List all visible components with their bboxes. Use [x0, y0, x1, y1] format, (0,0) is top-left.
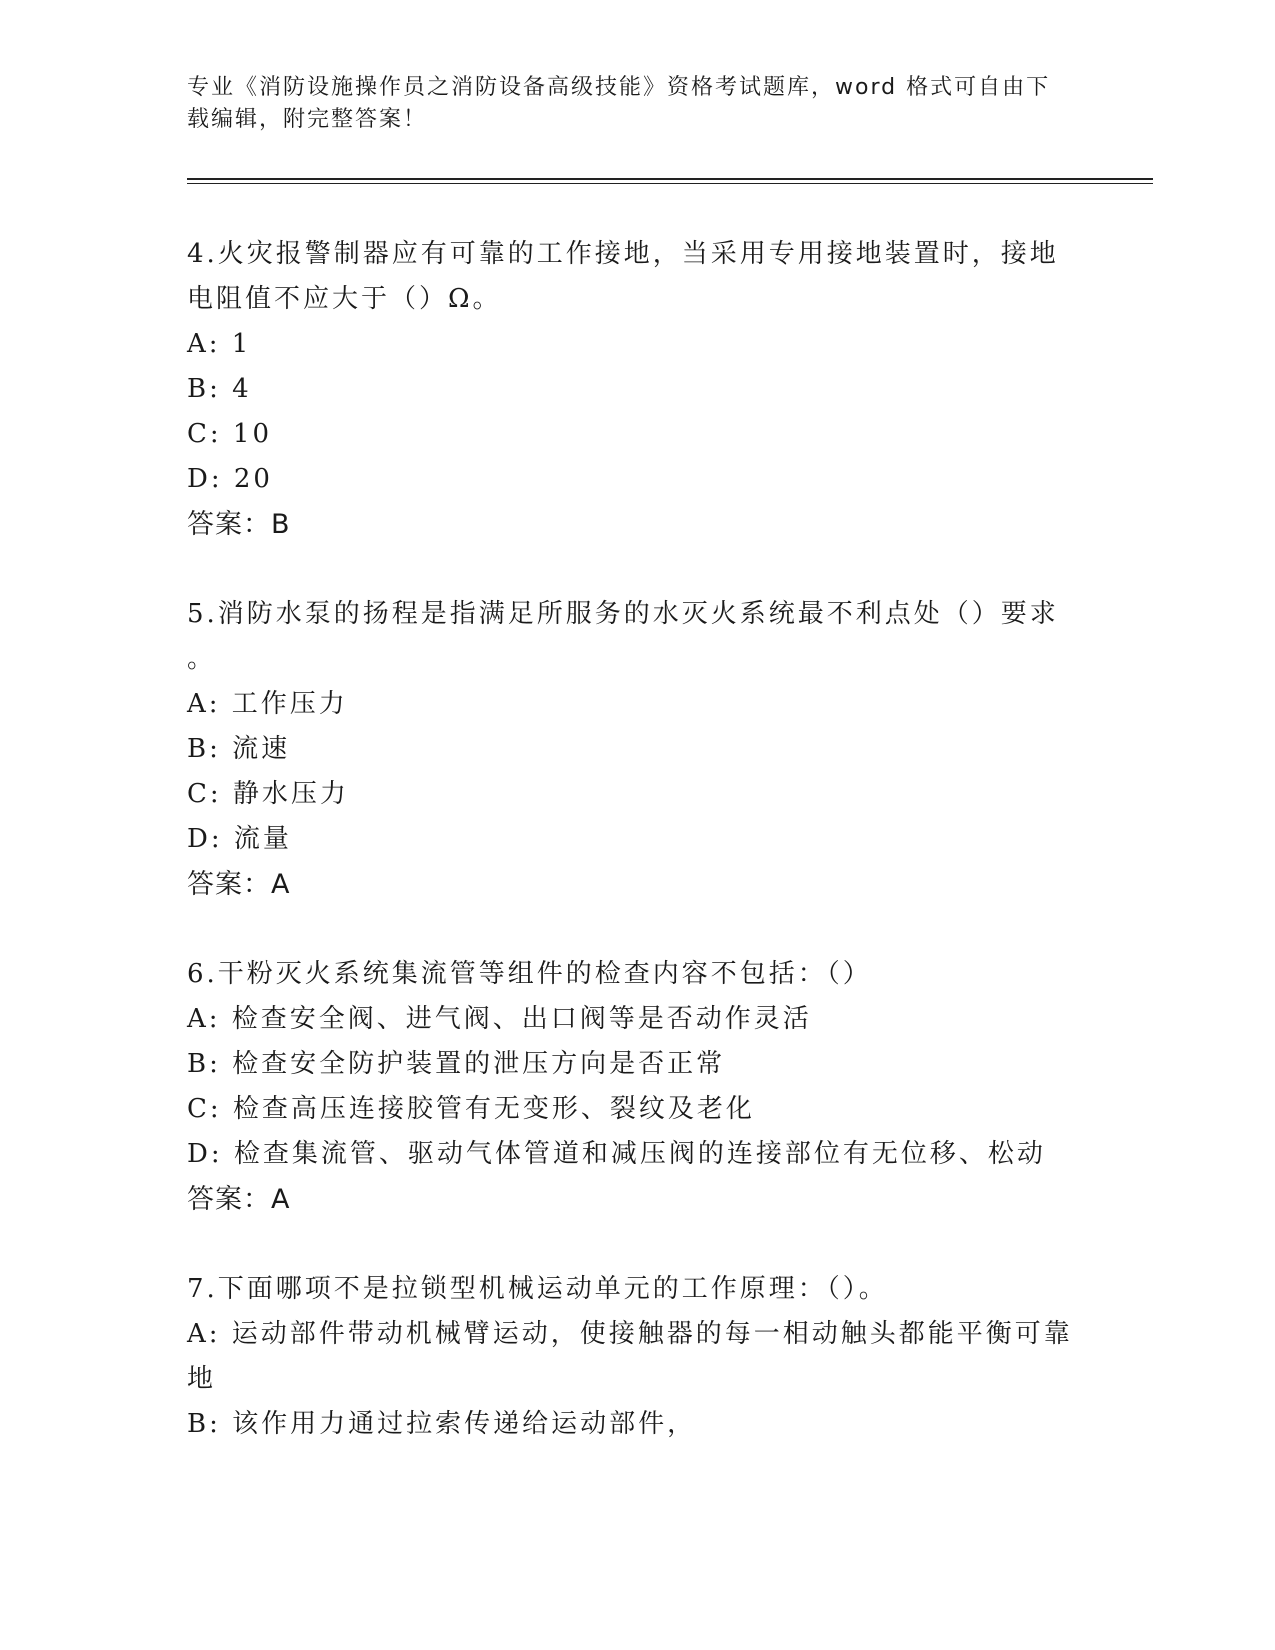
question-stem-line: 7.下面哪项不是拉锁型机械运动单元的工作原理：（）。	[187, 1274, 888, 1304]
question-stem-line: 电阻值不应大于（）Ω。	[187, 284, 502, 314]
option-b: B: 流速	[187, 734, 291, 764]
question-6	[187, 952, 1087, 1222]
question-stem-line: 6.干粉灭火系统集流管等组件的检查内容不包括：（）	[187, 959, 872, 989]
option-b: B: 4	[187, 374, 252, 404]
answer: 答案：A	[187, 1184, 291, 1215]
question-5	[187, 592, 1087, 907]
option-a-continued: 地	[187, 1364, 217, 1394]
option-b: B: 该作用力通过拉索传递给运动部件，	[187, 1409, 697, 1439]
option-a: A: 运动部件带动机械臂运动，使接触器的每一相动触头都能平衡可靠	[187, 1319, 1073, 1349]
document-header: 专业《消防设施操作员之消防设备高级技能》资格考试题库，word 格式可自由下载编辑，附完整答案！	[187, 75, 1051, 132]
header-divider	[187, 178, 1153, 180]
question-4	[187, 232, 1087, 547]
option-c: C: 10	[187, 419, 273, 449]
option-a: A: 1	[187, 329, 252, 359]
answer: 答案：B	[187, 509, 291, 540]
question-gap	[187, 907, 1087, 952]
option-c: C: 静水压力	[187, 779, 349, 809]
option-c: C: 检查高压连接胶管有无变形、裂纹及老化	[187, 1094, 755, 1124]
option-b: B: 检查安全防护装置的泄压方向是否正常	[187, 1049, 726, 1079]
option-d: D: 检查集流管、驱动气体管道和减压阀的连接部位有无位移、松动	[187, 1139, 1046, 1169]
question-7	[187, 1267, 1087, 1447]
question-gap	[187, 547, 1087, 592]
question-stem-line: 。	[187, 644, 217, 674]
option-d: D: 20	[187, 464, 273, 494]
header-divider-thin	[187, 183, 1153, 184]
option-a: A: 检查安全阀、进气阀、出口阀等是否动作灵活	[187, 1004, 812, 1034]
question-gap	[187, 1222, 1087, 1267]
answer: 答案：A	[187, 869, 291, 900]
option-d: D: 流量	[187, 824, 292, 854]
question-stem-line: 5.消防水泵的扬程是指满足所服务的水灭火系统最不利点处（）要求	[187, 599, 1059, 629]
question-stem-line: 4.火灾报警制器应有可靠的工作接地，当采用专用接地装置时，接地	[187, 239, 1059, 269]
option-a: A: 工作压力	[187, 689, 348, 719]
question-list	[187, 232, 1087, 1447]
